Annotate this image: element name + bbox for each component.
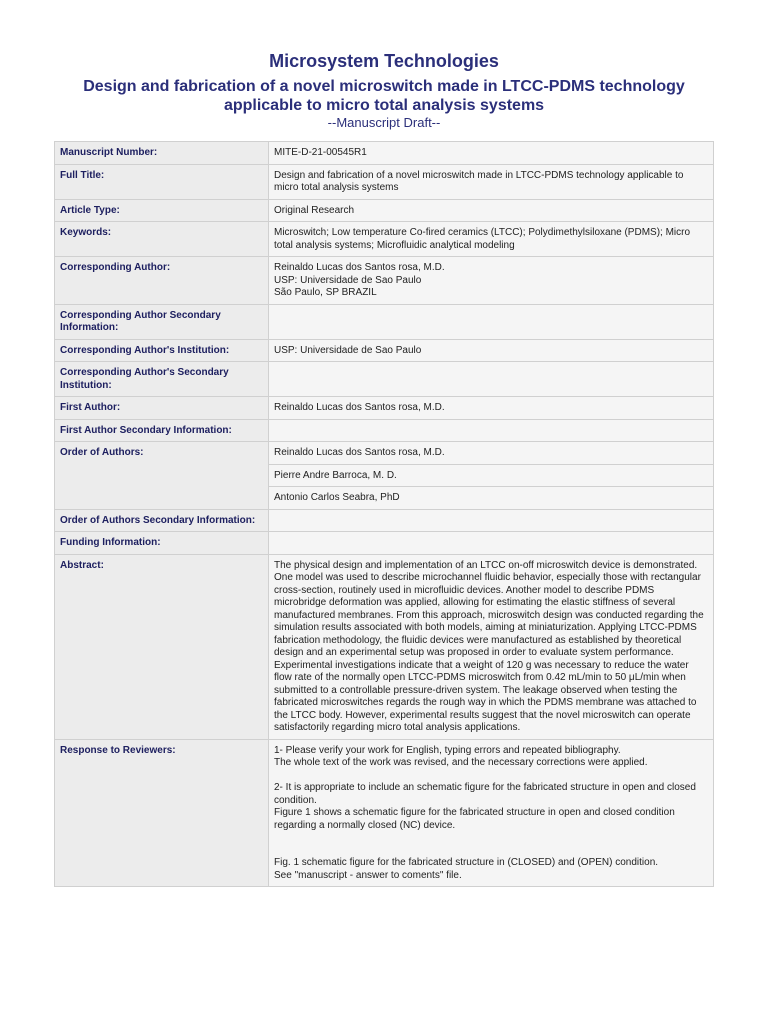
response-paragraph: 1- Please verify your work for English, typing errors and repeated bibliography. (274, 744, 621, 756)
ca-secondary-label: Corresponding Author Secondary Information: (55, 304, 269, 339)
corresponding-author-affiliation: USP: Universidade de Sao Paulo (274, 274, 422, 286)
ca-secondary-institution-label: Corresponding Author's Secondary Institution: (55, 362, 269, 397)
draft-label: --Manuscript Draft-- (327, 115, 441, 130)
first-author-secondary-value (269, 419, 714, 442)
table-row (55, 397, 714, 420)
first-author-label: First Author: (55, 397, 269, 420)
article-type-label: Article Type: (55, 199, 269, 222)
manuscript-number-label: Manuscript Number: (55, 142, 269, 165)
manuscript-number-value: MITE-D-21-00545R1 (269, 142, 714, 165)
first-author-secondary-label: First Author Secondary Information: (55, 419, 269, 442)
article-type-value: Original Research (269, 199, 714, 222)
full-title-label: Full Title: (55, 164, 269, 199)
response-paragraph: Fig. 1 schematic figure for the fabricated structure in (CLOSED) and (OPEN) condition. (274, 857, 659, 868)
corresponding-author-location: São Paulo, SP BRAZIL (274, 287, 377, 298)
ca-secondary-institution-value (269, 362, 714, 397)
response-paragraph: The whole text of the work was revised, and the necessary corrections were applied. (274, 757, 648, 768)
author-1: Reinaldo Lucas dos Santos rosa, M.D. (269, 442, 714, 465)
table-row (55, 142, 714, 165)
manuscript-info-table (54, 141, 714, 887)
table-row (55, 164, 714, 199)
journal-name: Microsystem Technologies (269, 51, 499, 71)
table-row (55, 362, 714, 397)
table-row (55, 419, 714, 442)
ca-institution-value: USP: Universidade de Sao Paulo (269, 339, 714, 362)
first-author-value: Reinaldo Lucas dos Santos rosa, M.D. (269, 397, 714, 420)
response-paragraph: 2- It is appropriate to include an schematic figure for the fabricated structure in open and closed condition. (274, 782, 696, 806)
order-secondary-value (269, 509, 714, 532)
full-title-value: Design and fabrication of a novel microswitch made in LTCC-PDMS technology applicable to micro total analysis systems (269, 164, 714, 199)
funding-label: Funding Information: (55, 532, 269, 555)
table-row (55, 222, 714, 257)
table-row (55, 304, 714, 339)
response-label: Response to Reviewers: (55, 739, 269, 887)
response-paragraph: See "manuscript - answer to coments" file. (274, 869, 462, 881)
table-row (55, 257, 714, 305)
ca-institution-label: Corresponding Author's Institution: (55, 339, 269, 362)
abstract-value: The physical design and implementation of an LTCC on-off microswitch device is demonstrated. One model was used to describe microchannel fluidic behavior, especially those with rectangular cross-section, routinely used in microfluidic devices. Another model to describe PDMS microbridge deformation was applied, allowing for estimating the elastic stiffness of several manufactured membranes. From this approach, microswitch design was conducted regarding the simulation results associated with both models, aiming at miniaturization. Applying LTCC-PDMS fabrication methodology, the fluidic devices were manufactured as established by theoretical design and an experimental setup was proposed in order to evaluate system performance. Experimental investigations indicate that a weight of 120 g was necessary to reduce the water flow rate of the normally open LTCC-PDMS microswitch from 0.42 mL/min to 50 μL/min when submitted to a controllable pressure-driven system. The leakage observed when testing the fabricated microswitches regards the rough way in which the PDMS membrane was attached to the LTCC body. However, experimental results suggest that the novel microswitch can operate satisfactorily regarding micro total analysis applications. (269, 554, 714, 739)
table-row (55, 739, 714, 887)
order-secondary-label: Order of Authors Secondary Information: (55, 509, 269, 532)
table-row (55, 442, 714, 465)
keywords-label: Keywords: (55, 222, 269, 257)
response-paragraph: Figure 1 shows a schematic figure for the fabricated structure in open and closed condition regarding a normally closed (NC) device. (274, 807, 675, 831)
keywords-value: Microswitch; Low temperature Co-fired ceramics (LTCC); Polydimethylsiloxane (PDMS); Micro total analysis systems; Microfluidic analytical modeling (269, 222, 714, 257)
author-2: Pierre Andre Barroca, M. D. (269, 464, 714, 487)
table-row (55, 339, 714, 362)
response-value (269, 739, 714, 887)
table-row (55, 509, 714, 532)
corresponding-author-label: Corresponding Author: (55, 257, 269, 305)
manuscript-title: Design and fabrication of a novel microswitch made in LTCC-PDMS technology applicable to micro total analysis systems (83, 78, 685, 114)
corresponding-author-name: Reinaldo Lucas dos Santos rosa, M.D. (274, 262, 445, 273)
table-row (55, 199, 714, 222)
ca-secondary-value (269, 304, 714, 339)
order-of-authors-label: Order of Authors: (55, 442, 269, 510)
document-header (0, 50, 768, 130)
table-row (55, 554, 714, 739)
corresponding-author-value (269, 257, 714, 305)
table-row (55, 532, 714, 555)
abstract-label: Abstract: (55, 554, 269, 739)
funding-value (269, 532, 714, 555)
author-3: Antonio Carlos Seabra, PhD (269, 487, 714, 510)
